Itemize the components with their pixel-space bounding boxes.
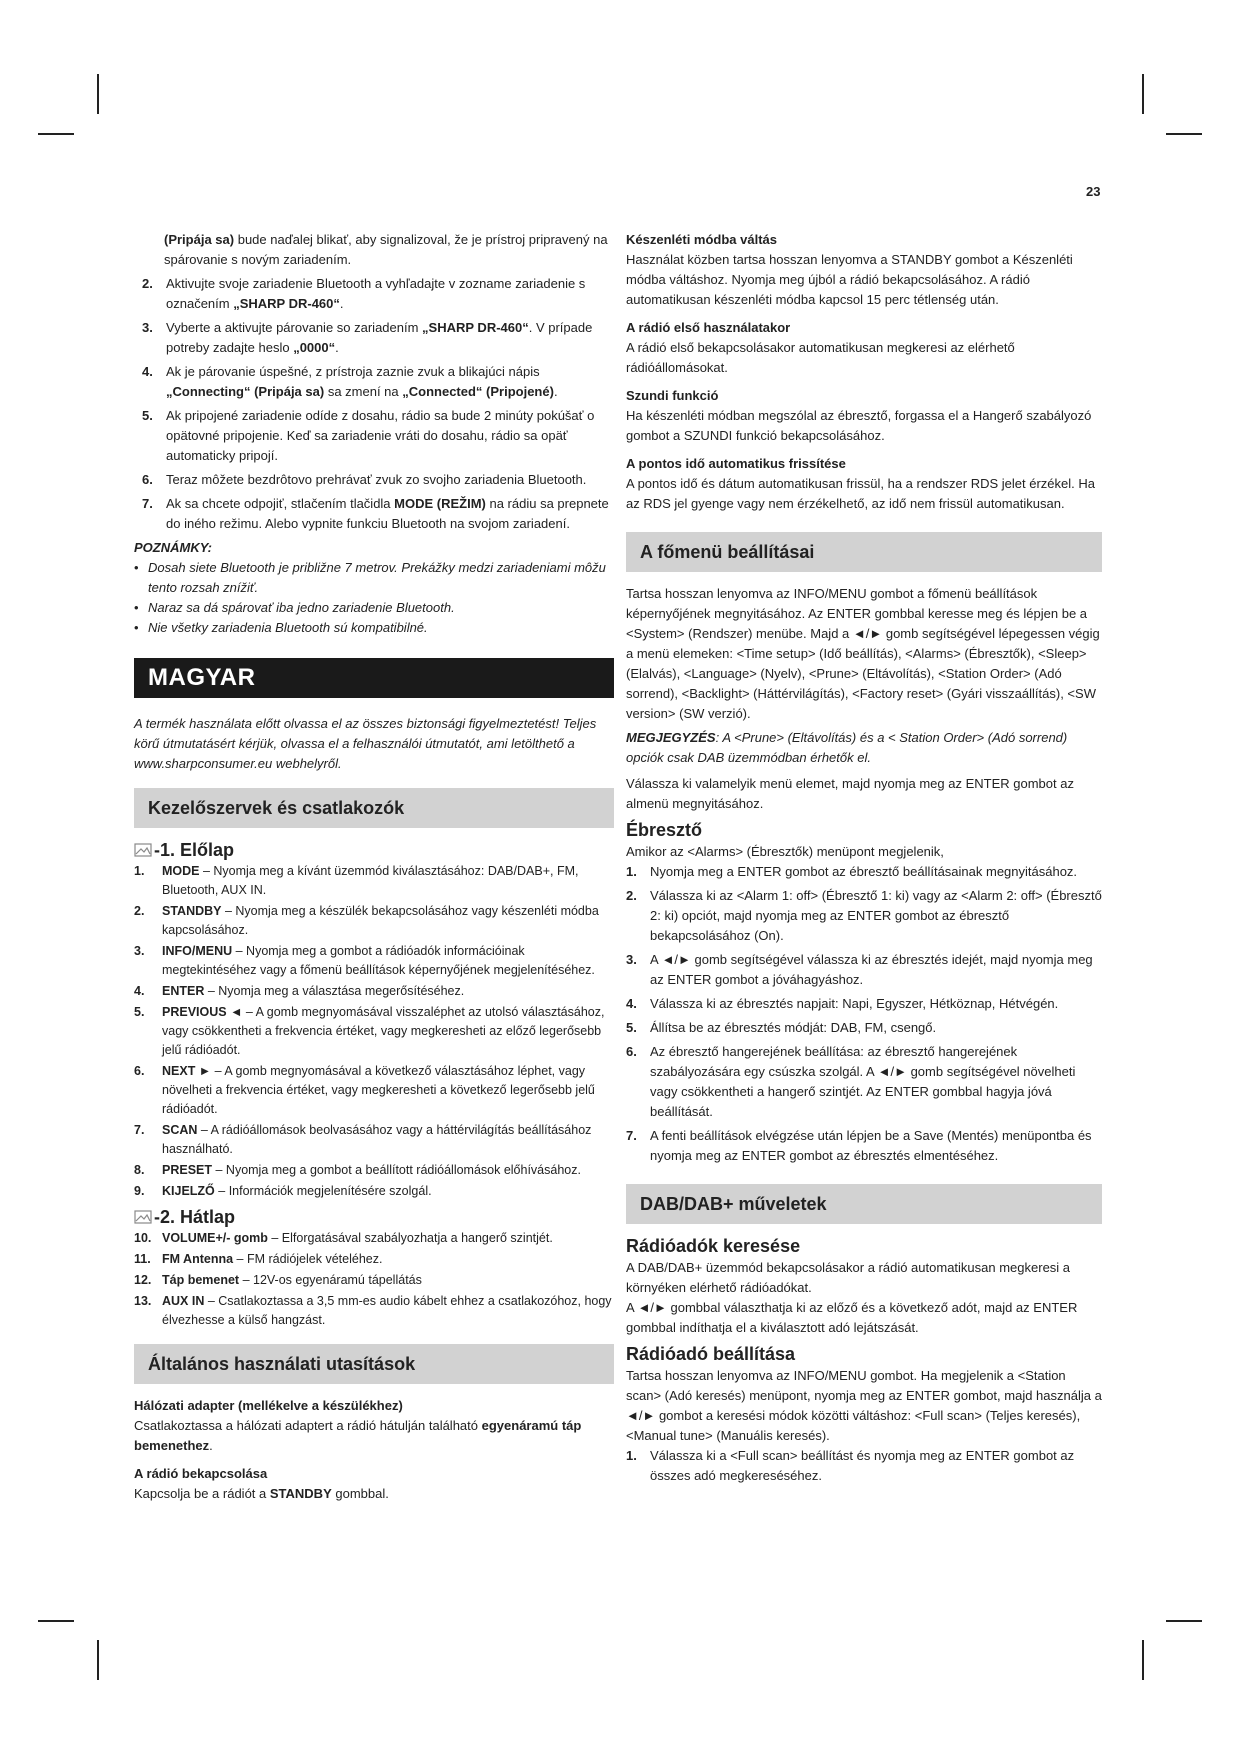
language-banner: MAGYAR	[134, 658, 614, 698]
station-paragraph: Tartsa hosszan lenyomva az INFO/MENU gombot. Ha megjelenik a <Station scan> (Adó keresés) menüpont, nyomja meg az ENTER gombot, majd használja a ◄/► gombot a keresési módok közötti váltáshoz: <Full scan> (Teljes keresés), <Manual tune> (Manuális keresés).	[626, 1368, 1102, 1443]
image-placeholder-icon	[134, 1210, 152, 1224]
first-use-heading: A rádió első használatakor	[626, 320, 791, 335]
time-update-heading: A pontos idő automatikus frissítése	[626, 456, 846, 471]
list-item: 13. AUX IN – Csatlakoztassa a 3,5 mm-es audio kábelt ehhez a csatlakozóhoz, hogy élvezhesse a külső hangzást.	[134, 1294, 612, 1327]
intro-paragraph	[134, 230, 614, 270]
notes-title: POZNÁMKY:	[134, 540, 212, 555]
crop-mark	[1166, 1620, 1202, 1622]
crop-mark	[1142, 74, 1144, 114]
list-item: 4. Ak je párovanie úspešné, z prístroja zaznie zvuk a blikajúci nápis „Connecting“ (Pripája sa) sa zmení na „Connected“ (Pripojené).	[142, 364, 558, 399]
first-use-paragraph: A rádió első bekapcsolásakor automatikusan megkeresi az elérhető rádióállomásokat.	[626, 340, 1015, 375]
list-item: 7. Ak sa chcete odpojiť, stlačením tlačidla MODE (REŽIM) na rádiu sa prepnete do iného režimu. Alebo vypnite funkciu Bluetooth na svojom zariadení.	[142, 496, 609, 531]
list-item: 4. ENTER – Nyomja meg a választása megerősítéséhez.	[134, 984, 465, 998]
crop-mark	[1166, 133, 1202, 135]
standby-paragraph: Használat közben tartsa hosszan lenyomva a STANDBY gombot a Készenléti módba váltáshoz. Nyomja meg újból a rádió bekapcsolásához. A rádió automatikusan készenléti módba kapcsol 15 perc tétlenség után.	[626, 252, 1073, 307]
front-panel-heading: -1. Előlap	[134, 840, 614, 860]
list-item: 7. A fenti beállítások elvégzése után lépjen be a Save (Mentés) menüpontba és nyomja meg az ENTER gombot az ébresztés elmentéséhez.	[626, 1128, 1092, 1163]
note-item: • Nie všetky zariadenia Bluetooth sú kompatibilné.	[134, 618, 614, 638]
intro-bold: (Pripája sa)	[164, 232, 235, 247]
list-item: 4. Válassza ki az ébresztés napjait: Napi, Egyszer, Hétköznap, Hétvégén.	[626, 996, 1059, 1011]
snooze-heading: Szundi funkció	[626, 388, 719, 403]
dab-banner: DAB/DAB+ műveletek	[626, 1184, 1102, 1224]
power-heading: A rádió bekapcsolása	[134, 1466, 268, 1481]
list-item: 2. Válassza ki az <Alarm 1: off> (Ébresztő 1: ki) vagy az <Alarm 2: off> (Ébresztő 2: ki) opciót, majd nyomja meg az ENTER gombot az ébresztő bekapcsolásához (On).	[626, 888, 1102, 943]
menu-note: MEGJEGYZÉS: A <Prune> (Eltávolítás) és a < Station Order> (Adó sorrend) opciók csak DAB üzemmódban érhetők el.	[626, 730, 1068, 765]
alarm-heading: Ébresztő	[626, 820, 703, 840]
general-banner: Általános használati utasítások	[134, 1344, 614, 1384]
list-item: 3. INFO/MENU – Nyomja meg a gombot a rádióadók információinak megtekintéséhez vagy a főmenü beállítások képernyőjének megjelenítéséhez.	[134, 944, 595, 977]
back-controls-list	[134, 1229, 614, 1330]
list-item: 3. A ◄/► gomb segítségével válassza ki az ébresztés idejét, majd nyomja meg az ENTER gombot a jóváhagyáshoz.	[626, 952, 1093, 987]
page-number: 23	[1086, 184, 1101, 199]
list-item: 7. SCAN – A rádióállomások beolvasásához vagy a háttérvilágítás beállításához használható.	[134, 1123, 592, 1156]
search-paragraph-1: A DAB/DAB+ üzemmód bekapcsolásakor a rádió automatikusan megkeresi a környéken elérhető rádióadókat.	[626, 1260, 1071, 1295]
adapter-heading: Hálózati adapter (mellékelve a készülékhez)	[134, 1398, 403, 1413]
list-item: 9. KIJELZŐ – Információk megjelenítésére szolgál.	[134, 1184, 432, 1198]
crop-mark	[97, 74, 99, 114]
list-item: 11. FM Antenna – FM rádiójelek vételéhez.	[134, 1252, 383, 1266]
crop-mark	[38, 1620, 74, 1622]
power-paragraph: Kapcsolja be a rádiót a STANDBY gombbal.	[134, 1486, 389, 1501]
list-item: 1. Válassza ki a <Full scan> beállítást és nyomja meg az ENTER gombot az összes adó megkereséséhez.	[626, 1448, 1075, 1483]
crop-mark	[38, 133, 74, 135]
list-item: 5. Ak pripojené zariadenie odíde z dosahu, rádio sa bude 2 minúty pokúšať o opätovné pripojenie. Keď sa zariadenie vráti do dosahu, rádio sa opäť automaticky pripojí.	[142, 408, 595, 463]
time-update-paragraph: A pontos idő és dátum automatikusan frissül, ha a rendszer RDS jelet érzékel. Ha az RDS jel gyenge vagy nem érzékelhető, az idő nem frissül automatikusan.	[626, 476, 1095, 511]
note-item: • Naraz sa dá spárovať iba jedno zariadenie Bluetooth.	[134, 598, 614, 618]
image-placeholder-icon	[134, 843, 152, 857]
menu-paragraph: Tartsa hosszan lenyomva az INFO/MENU gombot a főmenü beállítások képernyőjének megnyitásához. Az ENTER gombbal keresse meg és lépjen be a <System> (Rendszer) menübe. Majd a ◄/► gomb segítségével lépegessen végig a menü elemeken: <Time setup> (Idő beállítás), <Alarms> (Ébresztők), <Sleep> (Elalvás), <Language> (Nyelv), <Prune> (Eltávolítás), <Station Order> (Adó sorrend), <Backlight> (Háttérvilágítás), <Factory reset> (Gyári visszaállítás), <SW version> (SW verzió).	[626, 586, 1100, 721]
snooze-paragraph: Ha készenléti módban megszólal az ébresztő, forgassa el a Hangerő szabályozó gombot a SZUNDI funkció bekapcsolásához.	[626, 408, 1092, 443]
crop-mark	[97, 1640, 99, 1680]
left-column	[134, 230, 614, 1504]
front-controls-list	[134, 862, 614, 1201]
station-heading: Rádióadó beállítása	[626, 1344, 796, 1364]
notes-list	[134, 558, 614, 638]
search-paragraph-2: A ◄/► gombbal választhatja ki az előző és a következő adót, majd az ENTER gombbal indíthatja el a kiválasztott adó lejátszását.	[626, 1300, 1078, 1335]
list-item: 12. Táp bemenet – 12V-os egyenáramú tápellátás	[134, 1273, 422, 1287]
list-item: 1. MODE – Nyomja meg a kívánt üzemmód kiválasztásához: DAB/DAB+, FM, Bluetooth, AUX IN.	[134, 864, 579, 897]
back-panel-heading: -2. Hátlap	[134, 1207, 614, 1227]
controls-banner: Kezelőszervek és csatlakozók	[134, 788, 614, 828]
list-item: 2. STANDBY – Nyomja meg a készülék bekapcsolásához vagy készenléti módba kapcsolásához.	[134, 904, 599, 937]
list-item: 5. PREVIOUS ◄ – A gomb megnyomásával visszaléphet az utolsó választásához, vagy csökkentheti a frekvencia értéket, vagy megkeresheti az előző legerősebb jelű rádióadót.	[134, 1005, 605, 1057]
adapter-paragraph: Csatlakoztassa a hálózati adaptert a rádió hátulján található egyenáramú táp bemenethez.	[134, 1418, 582, 1453]
list-item: 6. Teraz môžete bezdrôtovo prehrávať zvuk zo svojho zariadenia Bluetooth.	[142, 472, 587, 487]
list-item: 2. Aktivujte svoje zariadenie Bluetooth a vyhľadajte v zozname zariadenie s označením „SHARP DR-460“.	[142, 276, 586, 311]
list-item: 10. VOLUME+/- gomb – Elforgatásával szabályozhatja a hangerő szintjét.	[134, 1231, 553, 1245]
list-item: 8. PRESET – Nyomja meg a gombot a beállított rádióállomások előhívásához.	[134, 1163, 581, 1177]
menu-banner: A főmenü beállításai	[626, 532, 1102, 572]
list-item: 5. Állítsa be az ébresztés módját: DAB, FM, csengő.	[626, 1020, 937, 1035]
standby-heading: Készenléti módba váltás	[626, 232, 777, 247]
menu-select-paragraph: Válassza ki valamelyik menü elemet, majd nyomja meg az ENTER gombot az almenü megnyitásához.	[626, 776, 1074, 811]
right-column	[626, 230, 1102, 1490]
alarm-intro: Amikor az <Alarms> (Ébresztők) menüpont megjelenik,	[626, 844, 944, 859]
safety-intro: A termék használata előtt olvassa el az összes biztonsági figyelmeztetést! Teljes körű útmutatásért kérjük, olvassa el a felhasználói útmutatót, ami letölthető a www.sharpconsumer.eu webhelyről.	[134, 716, 597, 771]
crop-mark	[1142, 1640, 1144, 1680]
list-item: 6. Az ébresztő hangerejének beállítása: az ébresztő hangerejének szabályozására egy csúszka szolgál. A ◄/► gomb segítségével növelheti vagy csökkentheti a hangerő szintjét. Az ENTER gombbal hagyja jóvá beállítását.	[626, 1044, 1076, 1119]
note-item: • Dosah siete Bluetooth je približne 7 metrov. Prekážky medzi zariadeniami môžu tento rozsah znížiť.	[134, 558, 614, 598]
list-item: 3. Vyberte a aktivujte párovanie so zariadením „SHARP DR-460“. V prípade potreby zadajte heslo „0000“.	[142, 320, 593, 355]
station-steps	[626, 1446, 1102, 1486]
bluetooth-steps	[134, 274, 614, 534]
list-item: 6. NEXT ► – A gomb megnyomásával a következő választásához léphet, vagy növelheti a frekvencia értéket, vagy megkeresheti a következő legerősebb jelű rádióadót.	[134, 1064, 595, 1116]
list-item: 1. Nyomja meg a ENTER gombot az ébresztő beállításainak megnyitásához.	[626, 864, 1078, 879]
alarm-steps	[626, 862, 1102, 1166]
intro-text: bude naďalej blikať, aby signalizoval, že je prístroj pripravený na spárovanie s novým zariadením.	[164, 232, 608, 267]
search-heading: Rádióadók keresése	[626, 1236, 801, 1256]
